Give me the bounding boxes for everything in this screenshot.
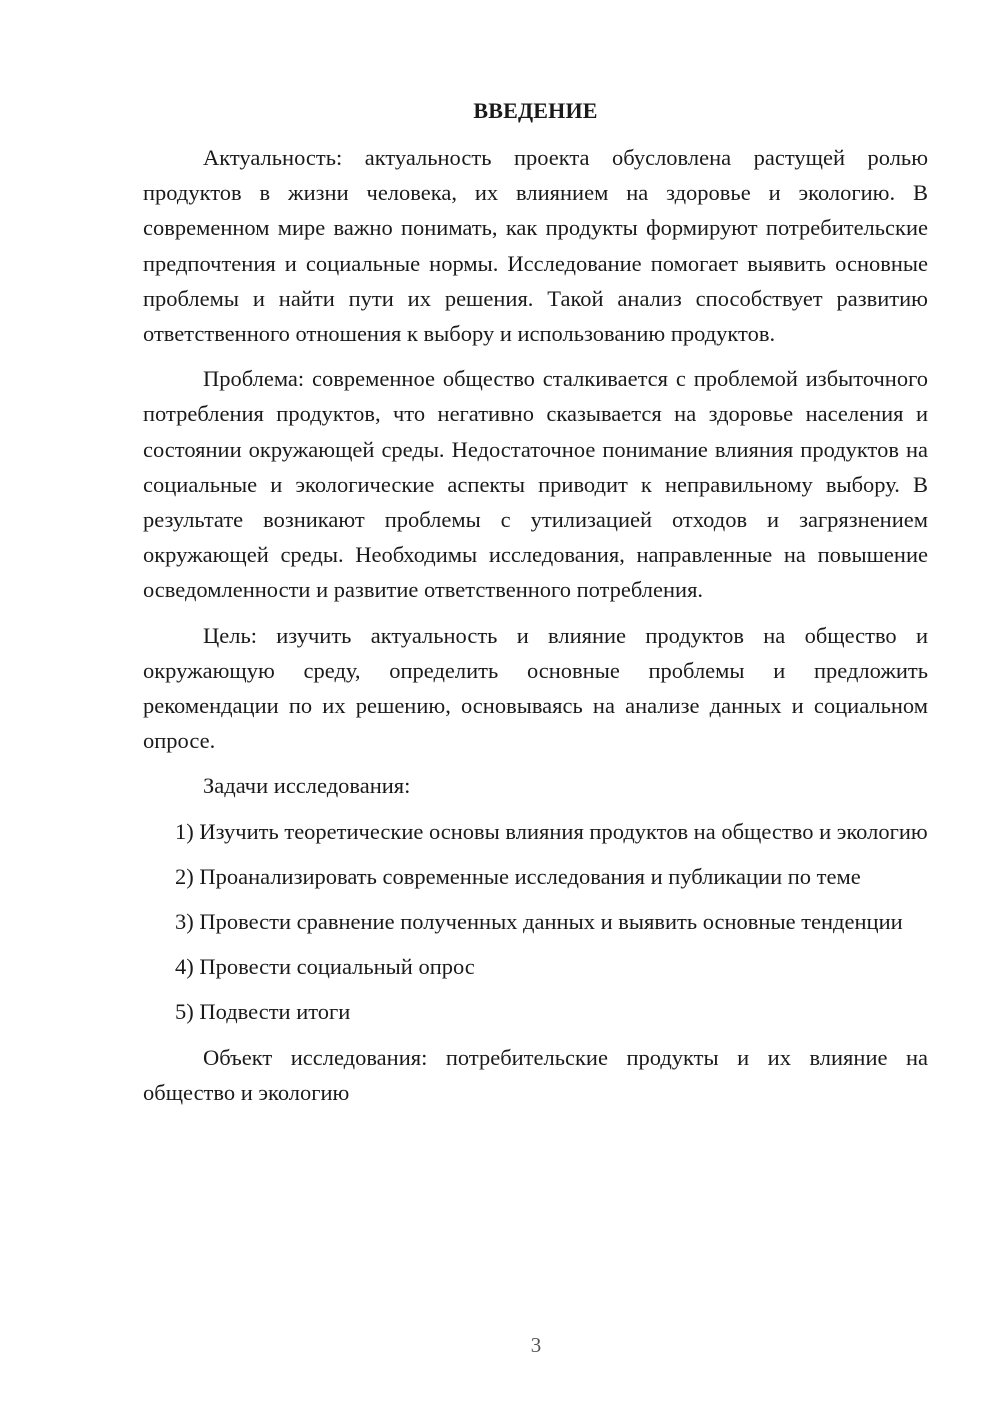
- object-paragraph: Объект исследования: потребительские продукты и их влияние на общество и экологию: [143, 1044, 928, 1105]
- document-body: [143, 96, 928, 1120]
- problem-paragraph: Проблема: современное общество сталкивается с проблемой избыточного потребления продуктов, что негативно сказывается на здоровье населения и состоянии окружающей среды. Недостаточное понимание влияния продуктов на социальные и экологические аспекты приводит к неправильному выбору. В результате возникают проблемы с утилизацией отходов и загрязнением окружающей среды. Необходимы исследования, направленные на повышение осведомленности и развитие ответственного потребления.: [143, 366, 928, 603]
- list-item: 1) Изучить теоретические основы влияния продуктов на общество и экологию: [175, 818, 928, 844]
- list-item: 3) Провести сравнение полученных данных и выявить основные тенденции: [175, 909, 903, 935]
- page-number: 3: [530, 1333, 542, 1357]
- relevance-paragraph: Актуальность: актуальность проекта обусловлена растущей ролью продуктов в жизни человека, их влиянием на здоровье и экологию. В современном мире важно понимать, как продукты формируют потребительские предпочтения и социальные нормы. Исследование помогает выявить основные проблемы и найти пути их решения. Такой анализ способствует развитию ответственного отношения к выбору и использованию продуктов.: [143, 145, 928, 347]
- page-title: ВВЕДЕНИЕ: [473, 98, 598, 123]
- goal-paragraph: Цель: изучить актуальность и влияние продуктов на общество и окружающую среду, определить основные проблемы и предложить рекомендации по их решению, основываясь на анализе данных и социальном опросе.: [143, 622, 928, 754]
- tasks-list: [143, 814, 928, 1030]
- list-item: 4) Провести социальный опрос: [175, 954, 475, 980]
- tasks-title: Задачи исследования:: [203, 773, 411, 799]
- list-item: 2) Проанализировать современные исследования и публикации по теме: [175, 863, 861, 889]
- list-item: 5) Подвести итоги: [175, 999, 351, 1025]
